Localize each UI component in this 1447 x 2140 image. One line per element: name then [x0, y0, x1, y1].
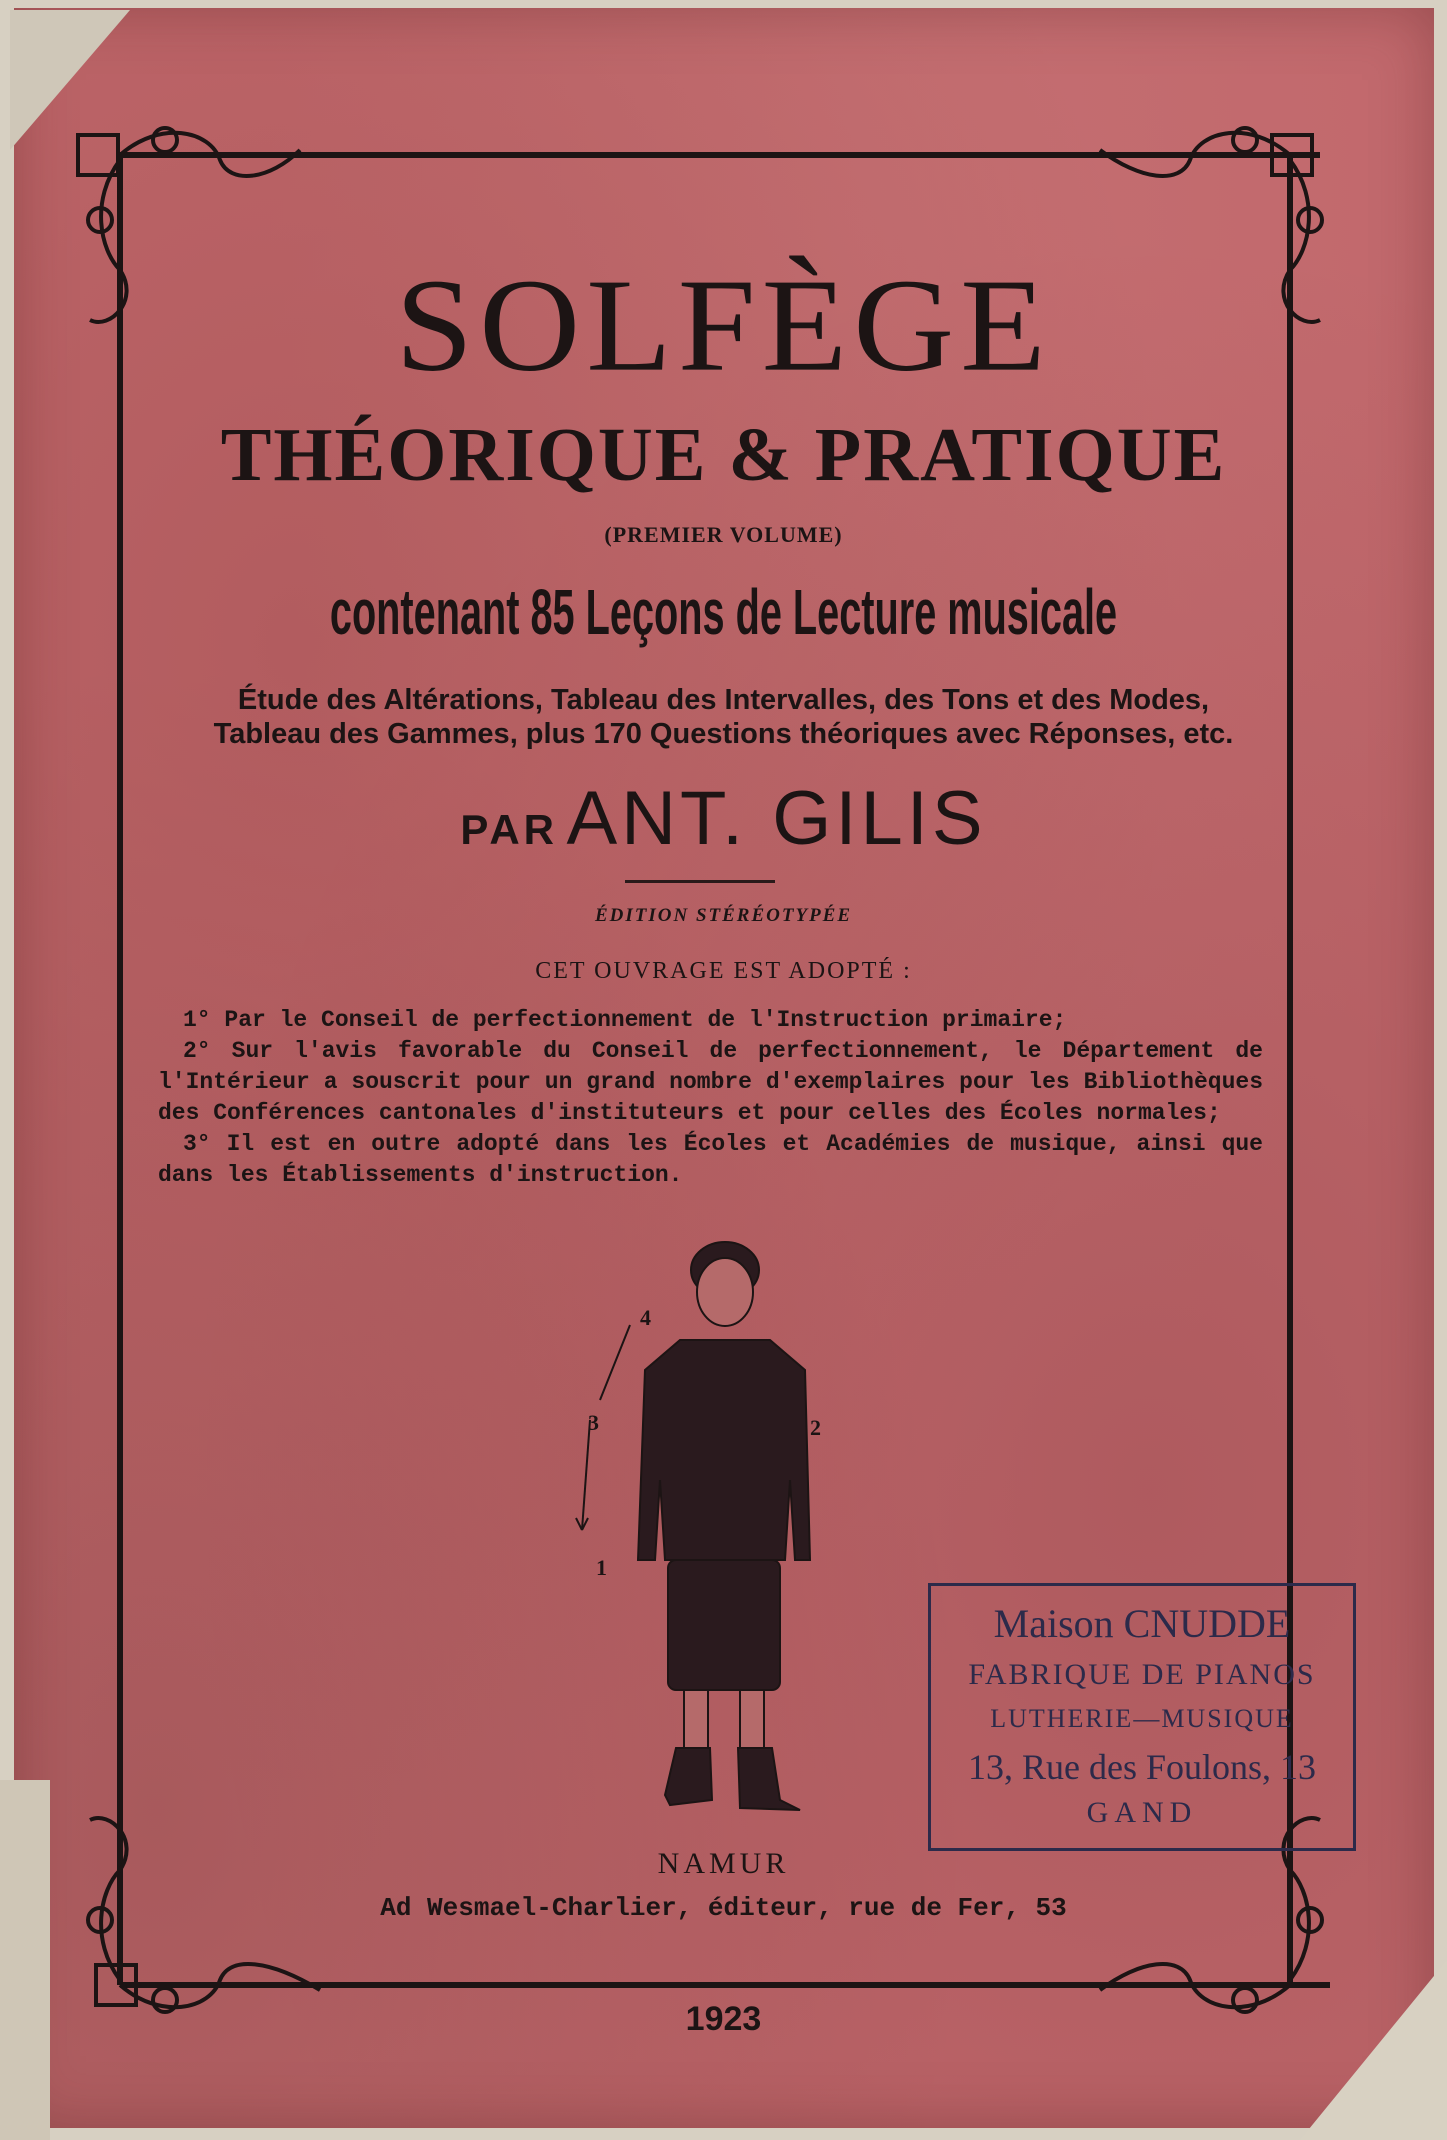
shop-stamp: [928, 1583, 1356, 1851]
stamp-address: 13, Rue des Foulons, 13: [967, 1747, 1316, 1787]
divider-rule: [625, 880, 775, 883]
adoption-point-2: 2° Sur l'avis favorable du Conseil de perfectionnement, le Département de l'Intérieur a souscrit pour un grand nombre d'exemplaires pour les Bibliothèques des Conférences cantonales d'instituteurs et pour celles des Écoles normales;: [158, 1038, 1263, 1126]
study-line-1: Étude des Altérations, Tableau des Intervalles, des Tons et des Modes,: [237, 684, 1210, 716]
boy-face: [697, 1258, 753, 1326]
boy-left-boot: [665, 1748, 712, 1805]
beat-arrows: [576, 1325, 630, 1530]
book-title: SOLFÈGE: [395, 251, 1052, 400]
beat-label-1: 1: [596, 1555, 607, 1580]
volume-label: (PREMIER VOLUME): [604, 522, 843, 547]
boy-illustration: [560, 1230, 860, 1830]
author-prefix: PAR: [460, 806, 558, 853]
stamp-city: GAND: [1086, 1796, 1198, 1829]
boy-right-leg: [740, 1690, 764, 1750]
author-name: ANT. GILIS: [566, 776, 987, 861]
boy-jacket: [638, 1340, 810, 1560]
edition-label: ÉDITION STÉRÉOTYPÉE: [594, 905, 853, 926]
book-subtitle: THÉORIQUE & PRATIQUE: [220, 413, 1227, 497]
stamp-line-3: LUTHERIE—MUSIQUE: [990, 1704, 1294, 1733]
adoption-point-1: 1° Par le Conseil de perfectionnement de l'Instruction primaire;: [183, 1007, 1067, 1033]
beat-label-3: 3: [588, 1410, 599, 1435]
beat-label-2: 2: [810, 1415, 821, 1440]
publication-year: 1923: [685, 2000, 762, 2038]
adopted-heading: CET OUVRAGE EST ADOPTÉ :: [535, 958, 912, 984]
stamp-shop-name: Maison CNUDDE: [993, 1601, 1291, 1646]
boy-right-boot: [738, 1748, 800, 1810]
publisher-city: NAMUR: [657, 1847, 790, 1880]
author-line: [0, 775, 1447, 862]
boy-left-leg: [684, 1690, 708, 1750]
stamp-line-2: FABRIQUE DE PIANOS: [968, 1658, 1316, 1691]
adoption-point-3: 3° Il est en outre adopté dans les Écoles et Académies de musique, ainsi que dans les Établissements d'instruction.: [158, 1131, 1263, 1188]
publisher-line: Ad Wesmael-Charlier, éditeur, rue de Fer, 53: [380, 1893, 1067, 1923]
study-line-2: Tableau des Gammes, plus 170 Questions théoriques avec Réponses, etc.: [213, 718, 1234, 750]
beat-label-4: 4: [640, 1305, 651, 1330]
contents-line: contenant 85 Leçons de Lecture musicale: [329, 576, 1118, 648]
boy-shorts: [668, 1560, 780, 1690]
